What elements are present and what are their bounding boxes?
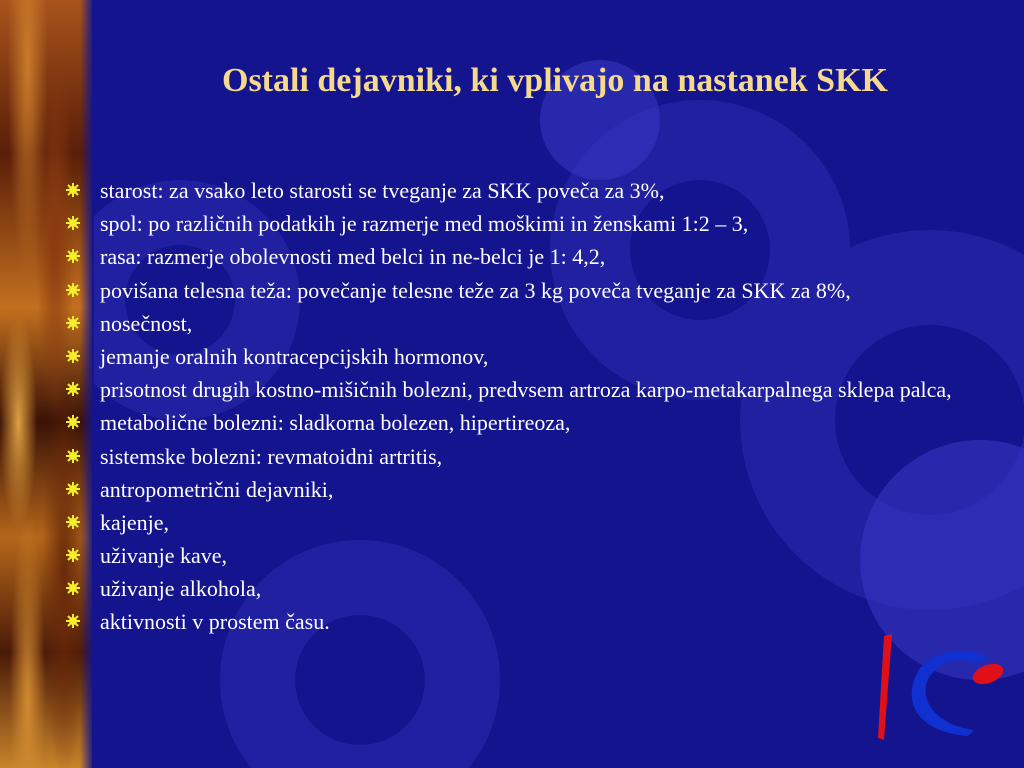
- sunburst-bullet-icon: [66, 415, 80, 429]
- logo-icon: [870, 628, 1010, 748]
- sunburst-bullet-icon: [66, 283, 80, 297]
- sunburst-bullet-icon: [66, 216, 80, 230]
- list-item: [66, 344, 996, 369]
- sunburst-bullet-icon: [66, 183, 80, 197]
- list-item: [66, 377, 996, 402]
- bullet-list: [66, 178, 996, 643]
- slide-title: Ostali dejavniki, ki vplivajo na nastanek SKK: [222, 62, 888, 99]
- list-item: [66, 576, 996, 601]
- sunburst-bullet-icon: [66, 548, 80, 562]
- list-item-text: antropometrični dejavniki,: [100, 476, 334, 502]
- list-item-text: povišana telesna teža: povečanje telesne teže za 3 kg poveča tveganje za SKK za 8%,: [100, 277, 851, 303]
- list-item-text: starost: za vsako leto starosti se tveganje za SKK poveča za 3%,: [100, 178, 665, 203]
- list-item-text: rasa: razmerje obolevnosti med belci in ne-belci je 1: 4,2,: [100, 244, 606, 270]
- sunburst-bullet-icon: [66, 382, 80, 396]
- list-item: [66, 278, 996, 303]
- list-item-text: prisotnost drugih kostno-mišičnih bolezni, predvsem artroza karpo-metakarpalnega sklepa palca,: [100, 377, 952, 403]
- list-item-text: spol: po različnih podatkih je razmerje med moškimi in ženskami 1:2 – 3,: [100, 211, 749, 237]
- list-item-text: sistemske bolezni: revmatoidni artritis,: [100, 443, 443, 469]
- list-item-text: metabolične bolezni: sladkorna bolezen, hipertireoza,: [100, 410, 571, 436]
- list-item: [66, 410, 996, 435]
- list-item: [66, 311, 996, 336]
- list-item: [66, 510, 996, 535]
- list-item: [66, 444, 996, 469]
- list-item-text: aktivnosti v prostem času.: [100, 609, 330, 635]
- sunburst-bullet-icon: [66, 249, 80, 263]
- list-item: [66, 178, 996, 203]
- sunburst-bullet-icon: [66, 515, 80, 529]
- list-item-text: uživanje alkohola,: [100, 576, 262, 602]
- list-item-text: nosečnost,: [100, 310, 193, 336]
- sunburst-bullet-icon: [66, 449, 80, 463]
- sunburst-bullet-icon: [66, 482, 80, 496]
- list-item: [66, 609, 996, 634]
- list-item-text: uživanje kave,: [100, 543, 228, 569]
- list-item-text: jemanje oralnih kontracepcijskih hormonov,: [100, 343, 489, 369]
- list-item: [66, 211, 996, 236]
- list-item: [66, 244, 996, 269]
- sunburst-bullet-icon: [66, 349, 80, 363]
- list-item: [66, 543, 996, 568]
- list-item-text: kajenje,: [100, 509, 170, 535]
- sunburst-bullet-icon: [66, 614, 80, 628]
- sunburst-bullet-icon: [66, 316, 80, 330]
- sunburst-bullet-icon: [66, 581, 80, 595]
- list-item: [66, 477, 996, 502]
